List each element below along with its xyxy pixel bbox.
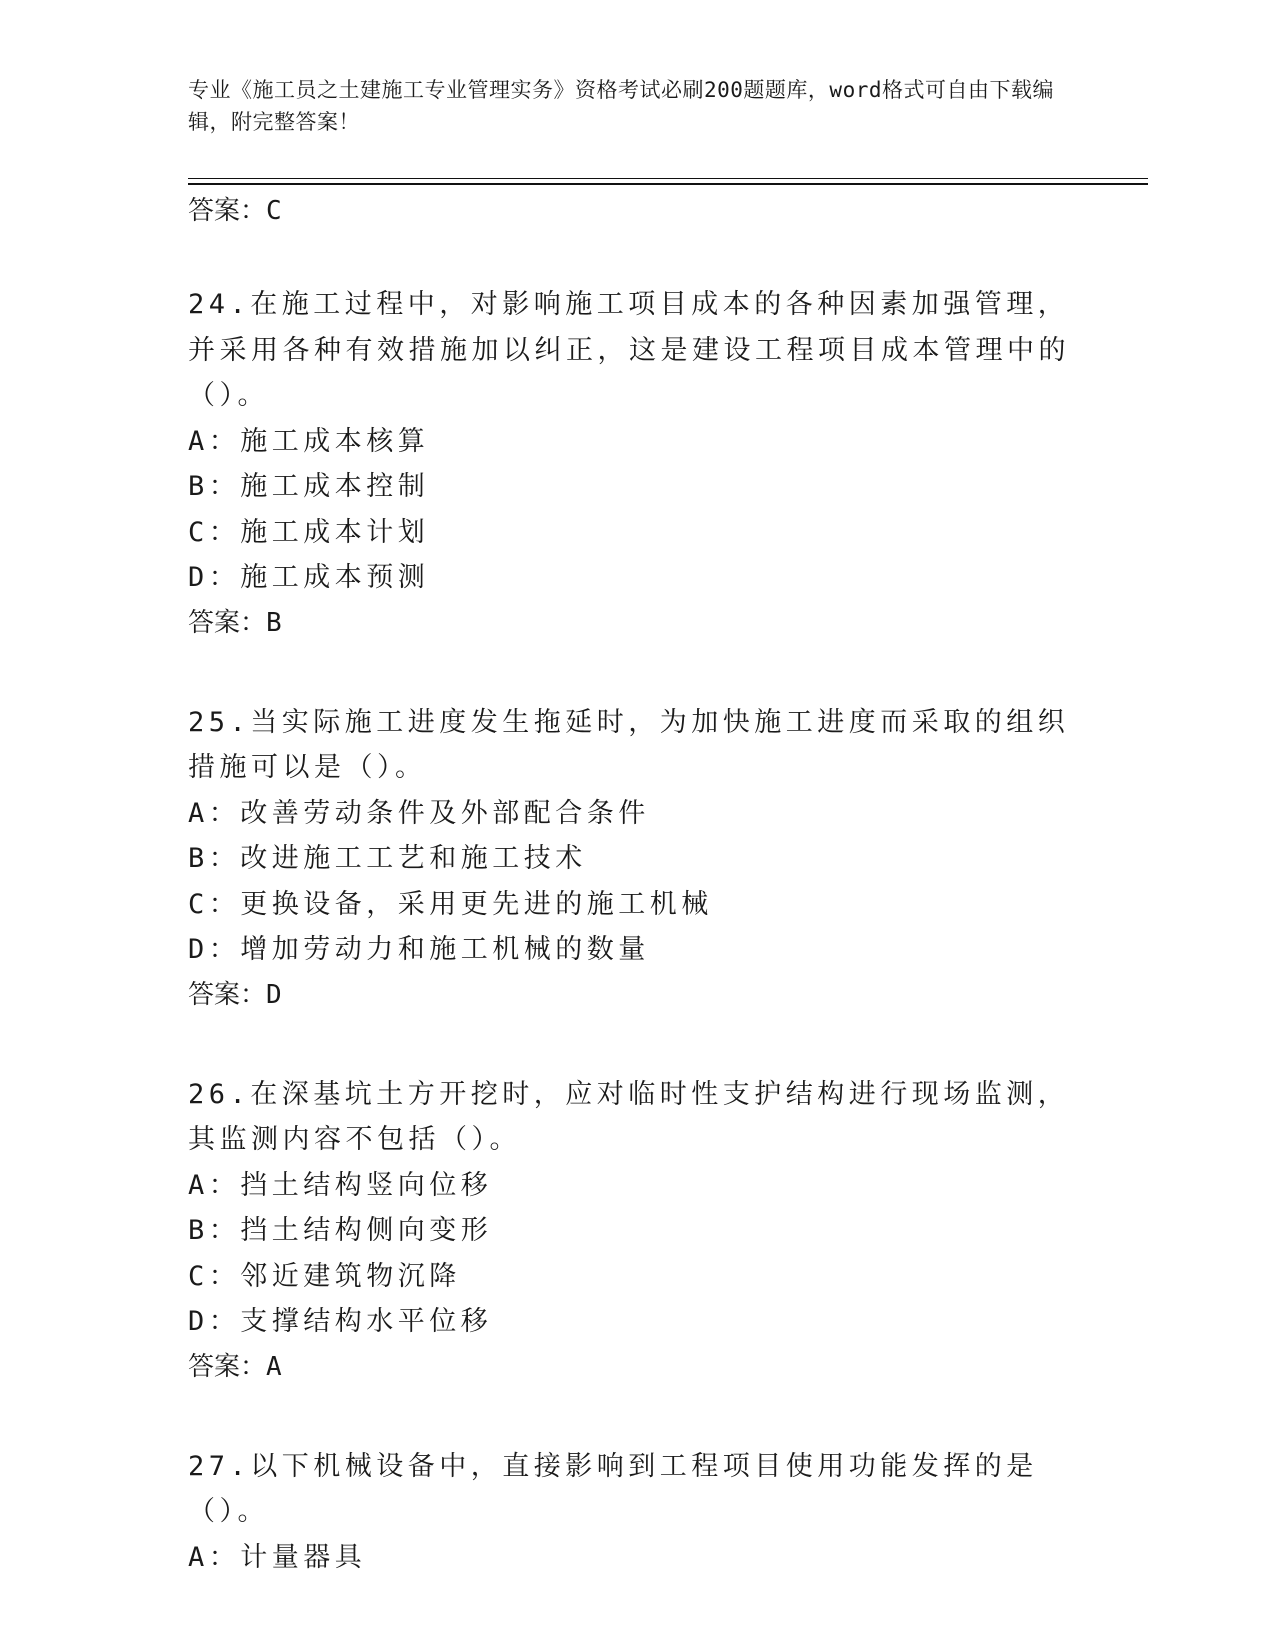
question-25 [188,700,1088,1018]
question-answer: 答案：A [188,1351,282,1382]
question-stem: 27.以下机械设备中，直接影响到工程项目使用功能发挥的是（）。 [188,1450,1038,1527]
header-rule-thick [188,183,1148,185]
option-c: C：邻近建筑物沉降 [188,1260,461,1292]
header-rule-thin [188,178,1148,179]
question-answer: 答案：B [188,607,282,638]
option-a: A：计量器具 [188,1541,367,1573]
option-b: B：挡土结构侧向变形 [188,1215,493,1246]
option-d: D：施工成本预测 [188,562,430,593]
option-a: A：挡土结构竖向位移 [188,1169,493,1201]
option-b: B：施工成本控制 [188,471,430,502]
option-a: A：改善劳动条件及外部配合条件 [188,797,650,829]
option-b: B：改进施工工艺和施工技术 [188,843,587,874]
question-stem: 25.当实际施工进度发生拖延时，为加快施工进度而采取的组织措施可以是（）。 [188,706,1070,783]
document-header: 专业《施工员之土建施工专业管理实务》资格考试必刷200题题库，word格式可自由下载编辑，附完整答案！ [188,78,1054,134]
question-26 [188,1072,1088,1390]
previous-answer: 答案：C [188,196,282,226]
question-answer: 答案：D [188,979,282,1010]
option-d: D：支撑结构水平位移 [188,1306,493,1337]
question-list [188,192,1088,1580]
option-c: C：更换设备，采用更先进的施工机械 [188,888,713,920]
option-c: C：施工成本计划 [188,516,430,548]
question-stem: 26.在深基坑土方开挖时，应对临时性支护结构进行现场监测，其监测内容不包括（）。 [188,1078,1070,1155]
question-27 [188,1444,1088,1581]
question-24 [188,282,1088,646]
option-d: D：增加劳动力和施工机械的数量 [188,934,650,965]
option-a: A：施工成本核算 [188,425,430,457]
question-stem: 24.在施工过程中，对影响施工项目成本的各种因素加强管理，并采用各种有效措施加以纠正，这是建设工程项目成本管理中的（）。 [188,289,1070,411]
